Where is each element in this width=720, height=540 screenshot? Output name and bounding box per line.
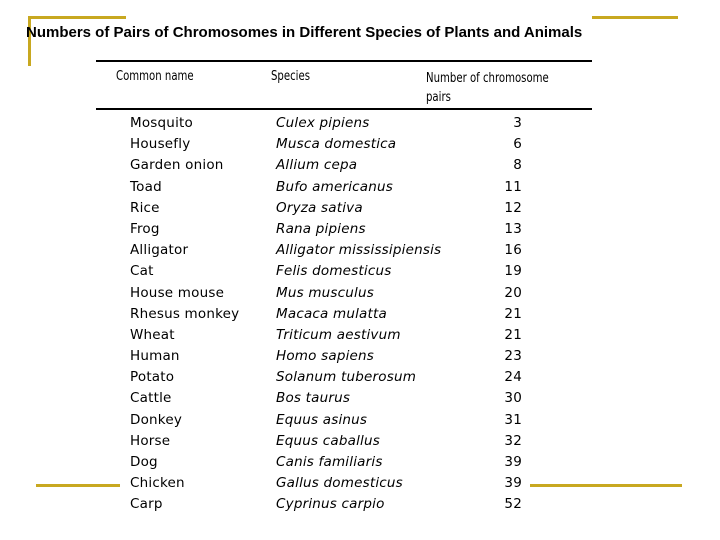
- cell-chromosome-pairs: 21: [504, 326, 522, 343]
- cell-chromosome-pairs: 8: [513, 157, 522, 174]
- cell-species: Bos taurus: [276, 390, 351, 407]
- cell-chromosome-pairs: 11: [504, 178, 522, 195]
- cell-common-name: Toad: [130, 178, 162, 195]
- cell-chromosome-pairs: 39: [504, 475, 522, 492]
- table-row: [0, 388, 720, 409]
- table-body: [0, 113, 720, 516]
- cell-species: Solanum tuberosum: [276, 369, 417, 386]
- table-row: [0, 473, 720, 494]
- column-header-species: Species: [271, 69, 311, 84]
- column-header-common-name: Common name: [116, 69, 194, 84]
- cell-common-name: Donkey: [130, 411, 183, 428]
- cell-chromosome-pairs: 12: [504, 199, 522, 216]
- cell-common-name: Cat: [130, 263, 154, 280]
- cell-species: Rana pipiens: [276, 220, 366, 237]
- cell-chromosome-pairs: 31: [504, 411, 522, 428]
- cell-species: Triticum aestivum: [276, 326, 401, 343]
- table-row: [0, 346, 720, 367]
- cell-species: Felis domesticus: [276, 263, 392, 280]
- cell-species: Mus musculus: [276, 284, 374, 301]
- cell-species: Culex pipiens: [276, 115, 370, 131]
- cell-common-name: Garden onion: [130, 157, 224, 174]
- table-row: [0, 283, 720, 304]
- cell-chromosome-pairs: 6: [513, 136, 522, 153]
- cell-common-name: Housefly: [130, 136, 191, 153]
- cell-chromosome-pairs: 21: [504, 305, 522, 322]
- table-top-rule: [96, 60, 592, 62]
- table-row: [0, 325, 720, 346]
- cell-species: Equus caballus: [276, 432, 380, 449]
- cell-species: Macaca mulatta: [276, 305, 387, 322]
- table-header-rule: [96, 108, 592, 110]
- cell-species: Canis familiaris: [276, 454, 383, 470]
- cell-common-name: Frog: [130, 220, 160, 237]
- table-row: [0, 240, 720, 261]
- cell-chromosome-pairs: 32: [504, 432, 522, 449]
- cell-chromosome-pairs: 19: [504, 263, 522, 280]
- cell-species: Allium cepa: [276, 157, 358, 174]
- cell-chromosome-pairs: 16: [504, 242, 522, 259]
- table-row: [0, 177, 720, 198]
- column-header-number-line2: pairs: [426, 90, 451, 105]
- column-header-chromosome-pairs: [426, 69, 549, 107]
- cell-chromosome-pairs: 20: [504, 284, 522, 301]
- cell-chromosome-pairs: 52: [504, 496, 522, 513]
- table-row: [0, 431, 720, 452]
- cell-common-name: Cattle: [130, 390, 172, 407]
- cell-species: Equus asinus: [276, 411, 368, 428]
- table-row: [0, 452, 720, 473]
- cell-common-name: Potato: [130, 369, 175, 386]
- cell-species: Oryza sativa: [276, 199, 363, 216]
- cell-chromosome-pairs: 13: [504, 220, 522, 237]
- cell-species: Bufo americanus: [276, 178, 393, 195]
- table-row: [0, 367, 720, 388]
- cell-common-name: Dog: [130, 454, 158, 470]
- table-row: [0, 113, 720, 134]
- table-row: [0, 494, 720, 515]
- cell-common-name: Alligator: [130, 242, 189, 259]
- table-row: [0, 304, 720, 325]
- cell-common-name: Horse: [130, 432, 171, 449]
- table-row: [0, 219, 720, 240]
- cell-common-name: Human: [130, 348, 180, 365]
- cell-chromosome-pairs: 30: [504, 390, 522, 407]
- cell-common-name: Carp: [130, 496, 163, 513]
- cell-common-name: House mouse: [130, 284, 225, 301]
- cell-chromosome-pairs: 39: [504, 454, 522, 470]
- slide-title: Numbers of Pairs of Chromosomes in Different Species of Plants and Animals: [26, 24, 583, 41]
- table-row: [0, 134, 720, 155]
- table-row: [0, 155, 720, 176]
- table-row: [0, 198, 720, 219]
- cell-chromosome-pairs: 23: [504, 348, 522, 365]
- cell-species: Musca domestica: [276, 136, 397, 153]
- table-row: [0, 261, 720, 282]
- accent-bar-top-right: [592, 16, 678, 19]
- cell-chromosome-pairs: 3: [513, 115, 522, 131]
- cell-species: Alligator mississipiensis: [276, 242, 442, 259]
- cell-common-name: Chicken: [130, 475, 185, 492]
- cell-species: Homo sapiens: [276, 348, 375, 365]
- cell-common-name: Wheat: [130, 326, 175, 343]
- table-row: [0, 410, 720, 431]
- cell-common-name: Mosquito: [130, 115, 193, 131]
- cell-species: Gallus domesticus: [276, 475, 403, 492]
- cell-chromosome-pairs: 24: [504, 369, 522, 386]
- accent-bar-top-left: [28, 16, 126, 19]
- cell-common-name: Rhesus monkey: [130, 305, 240, 322]
- column-header-number-line1: Number of chromosome: [426, 71, 549, 86]
- cell-common-name: Rice: [130, 199, 160, 216]
- cell-species: Cyprinus carpio: [276, 496, 385, 513]
